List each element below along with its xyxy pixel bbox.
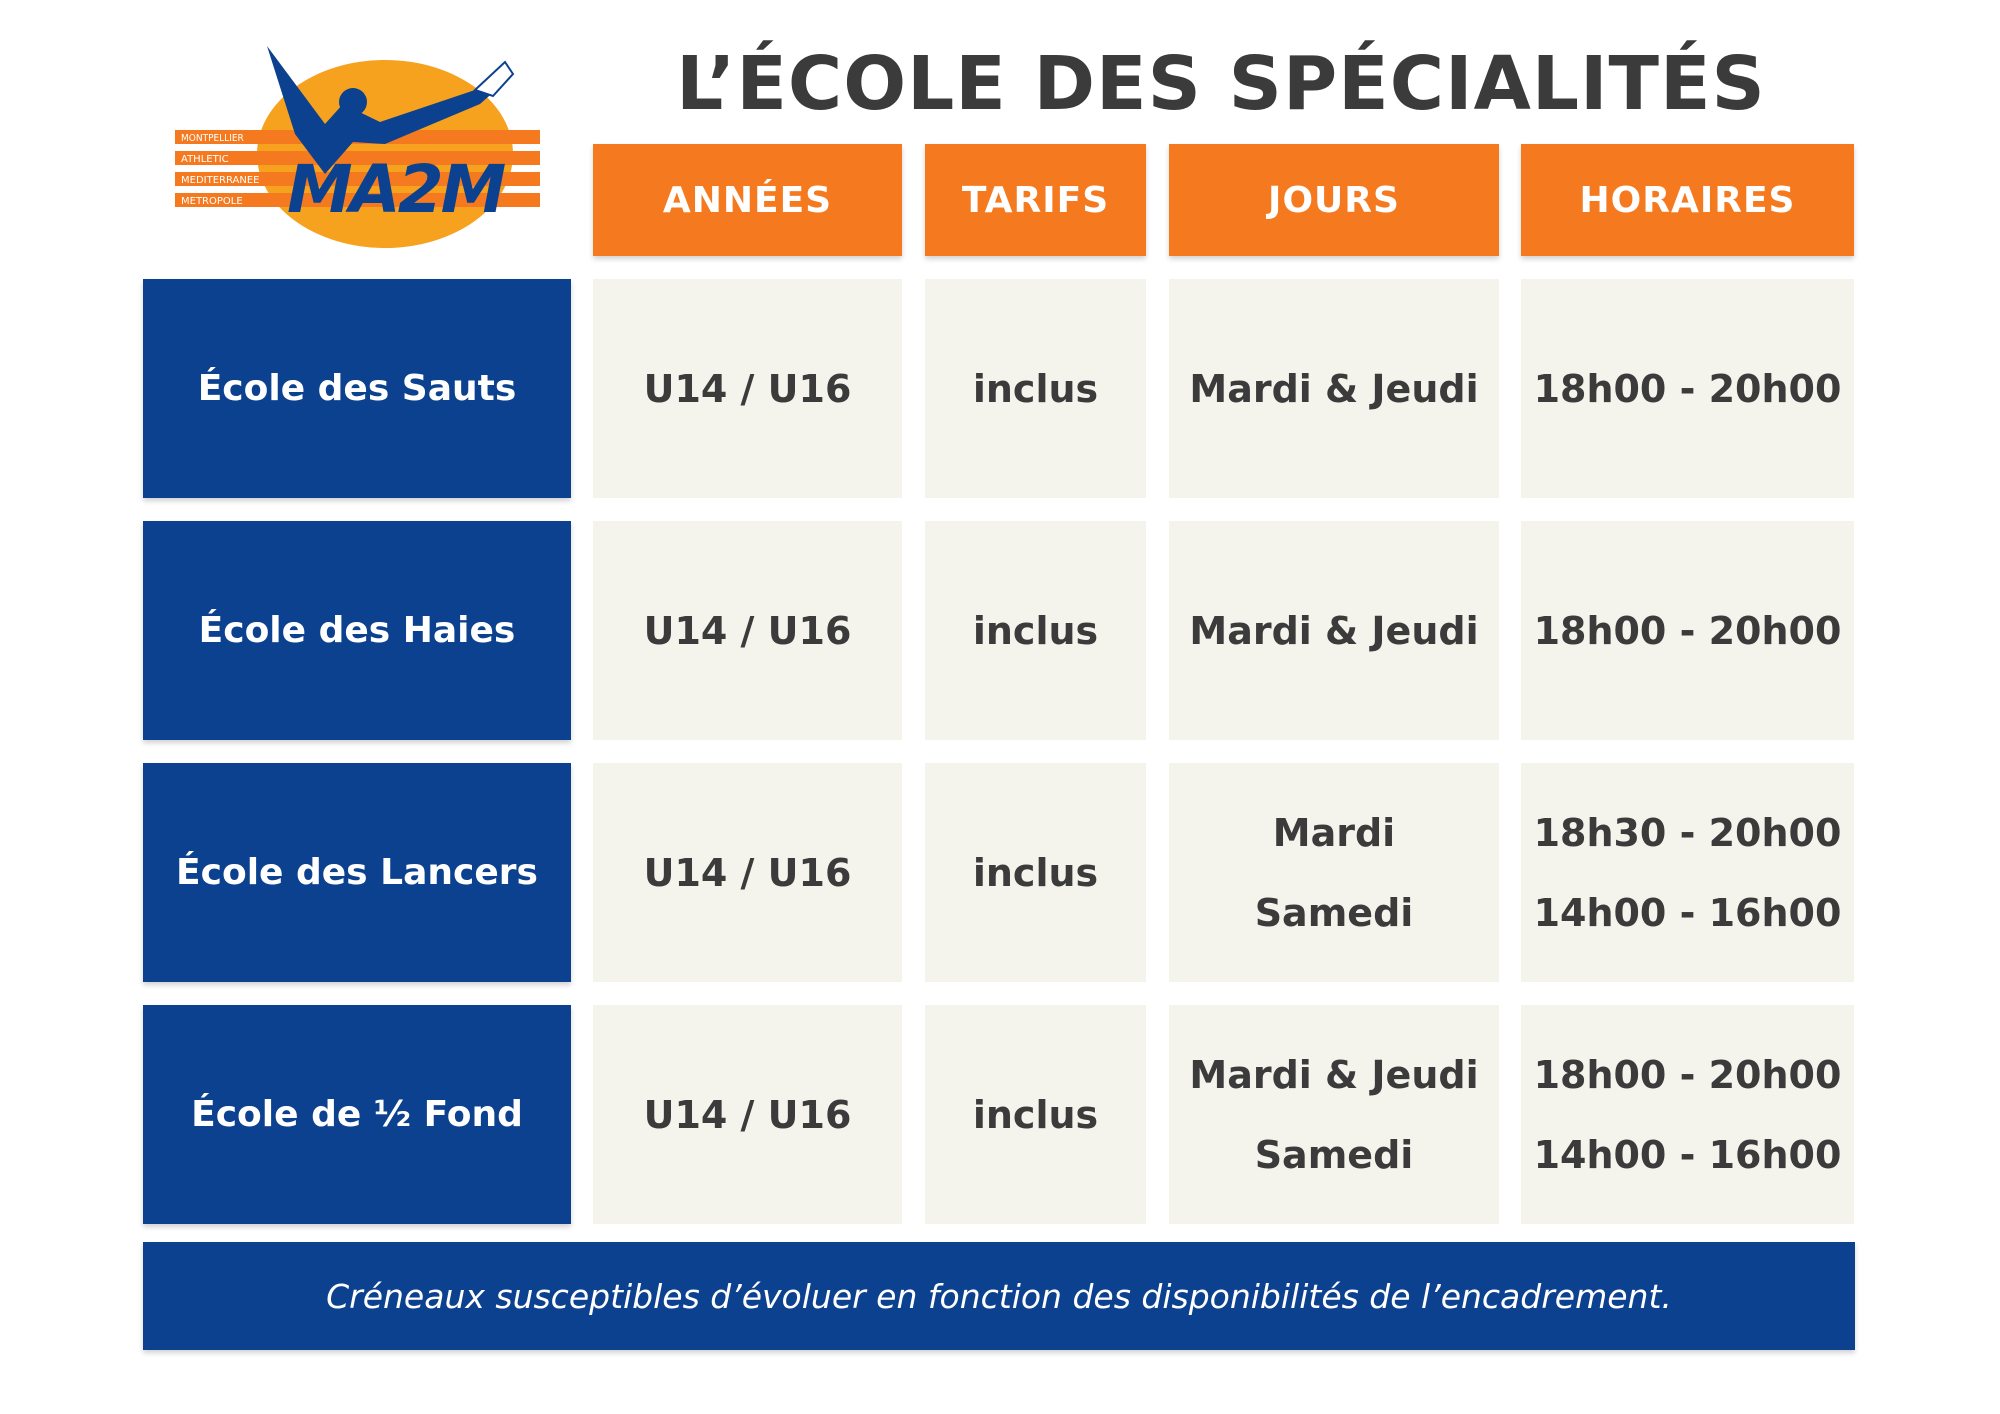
footer-note: Créneaux susceptibles d’évoluer en fonction des disponibilités de l’encadrement. [143,1242,1855,1350]
header-horaires: HORAIRES [1521,144,1854,256]
horaire-line: 14h00 - 16h00 [1533,890,1842,935]
cell-tarifs: inclus [925,1005,1146,1224]
row-head-lancers: École des Lancers [143,763,571,982]
cell-horaires [1521,521,1854,740]
logo-wordmark: MA2M [287,151,504,228]
logo-hand [475,62,513,96]
cell-horaires [1521,279,1854,498]
logo-line-2: ATHLETIC [181,154,229,165]
cell-tarifs: inclus [925,763,1146,982]
cell-jours [1169,521,1499,740]
jours-line: Samedi [1254,1132,1414,1177]
cell-annees: U14 / U16 [593,279,902,498]
cell-annees: U14 / U16 [593,1005,902,1224]
jours-line: Mardi [1272,810,1396,855]
logo-line-1: MONTPELLIER [181,133,244,144]
row-head-sauts: École des Sauts [143,279,571,498]
horaire-line: 18h30 - 20h00 [1533,810,1842,855]
row-head-haies: École des Haies [143,521,571,740]
horaire-line: 18h00 - 20h00 [1533,1052,1842,1097]
horaire-line: 18h00 - 20h00 [1533,608,1842,653]
cell-horaires [1521,1005,1854,1224]
header-annees: ANNÉES [593,144,902,256]
jours-line: Mardi & Jeudi [1189,1052,1479,1097]
ma2m-logo [175,44,540,252]
cell-annees: U14 / U16 [593,763,902,982]
logo-line-4: METROPOLE [181,196,243,207]
page-title: L’ÉCOLE DES SPÉCIALITÉS [676,41,1766,127]
cell-annees: U14 / U16 [593,521,902,740]
cell-jours [1169,1005,1499,1224]
cell-tarifs: inclus [925,521,1146,740]
header-tarifs: TARIFS [925,144,1146,256]
row-head-demi-fond: École de ½ Fond [143,1005,571,1224]
header-jours: JOURS [1169,144,1499,256]
cell-horaires [1521,763,1854,982]
horaire-line: 18h00 - 20h00 [1533,366,1842,411]
logo-athlete-head [339,88,367,116]
cell-tarifs: inclus [925,279,1146,498]
jours-line: Mardi & Jeudi [1189,608,1479,653]
jours-line: Samedi [1254,890,1414,935]
cell-jours [1169,763,1499,982]
cell-jours [1169,279,1499,498]
jours-line: Mardi & Jeudi [1189,366,1479,411]
horaire-line: 14h00 - 16h00 [1533,1132,1842,1177]
logo-line-3: MEDITERRANEE [181,175,260,186]
